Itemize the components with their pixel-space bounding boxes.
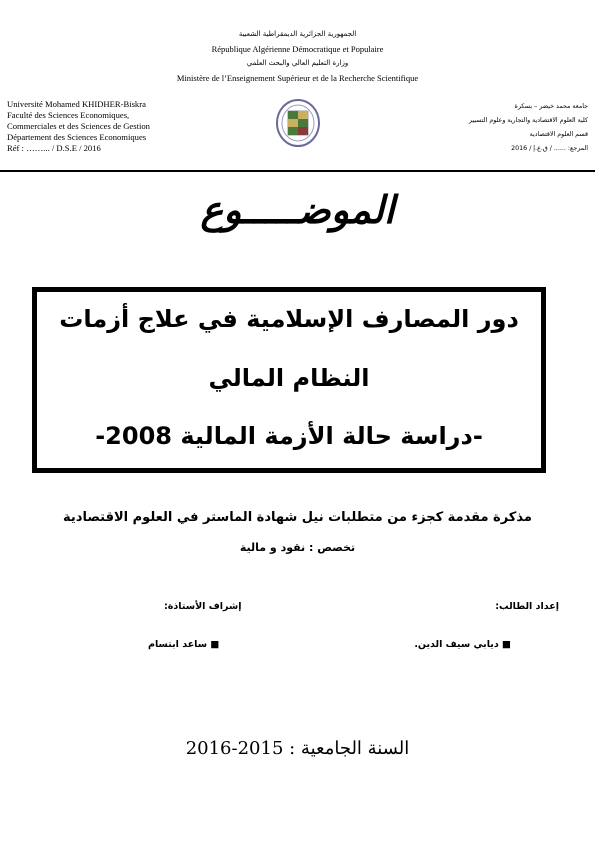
- republic-fr: République Algérienne Démocratique et Populaire: [211, 44, 384, 54]
- department-ar: قسم العلوم الاقتصادية: [529, 131, 588, 138]
- title-line-3: -دراسة حالة الأزمة المالية 2008-: [95, 422, 483, 450]
- supervisor-name-row: [148, 639, 219, 650]
- university-name-ar: جامعة محمد خيضر – بسكرة: [514, 103, 588, 110]
- supervisor-name: ساعد ابتسام: [148, 639, 208, 650]
- bullet-icon: ■: [502, 639, 511, 650]
- student-name: ديابي سيف الدين.: [414, 639, 499, 650]
- university-logo: [275, 98, 321, 148]
- faculty-ar: كلية العلوم الاقتصادية والتجارية وعلوم التسيير: [468, 117, 588, 124]
- faculty-line1-fr: Faculté des Sciences Economiques,: [7, 110, 130, 120]
- title-line-1: دور المصارف الإسلامية في علاج أزمات: [59, 305, 519, 333]
- republic-ar: الجمهورية الجزائرية الديمقراطية الشعبية: [238, 30, 357, 38]
- specialty: تخصص : نقود و مالية: [239, 541, 356, 554]
- university-info-fr: [7, 99, 150, 154]
- ministry-fr: Ministère de l’Enseignement Supérieur et de la Recherche Scientifique: [176, 73, 419, 83]
- faculty-line2-fr: Commerciales et des Sciences de Gestion: [7, 121, 150, 131]
- supervisor-label: إشراف الأستاذة:: [164, 601, 242, 612]
- academic-year: السنة الجامعية : 2015-2016: [185, 738, 410, 759]
- student-name-row: [414, 639, 511, 650]
- university-name-fr: Université Mohamed KHIDHER-Biskra: [7, 99, 146, 109]
- reference-fr: Réf : ……... / D.S.E / 2016: [7, 143, 101, 153]
- student-label: إعداد الطالب:: [495, 601, 559, 612]
- title-line-2: النظام المالي: [208, 364, 370, 392]
- university-info-ar: [469, 100, 588, 156]
- ministry-ar: وزارة التعليم العالي والبحث العلمي: [246, 59, 349, 67]
- subject-heading: الموضـــــوع: [200, 188, 395, 232]
- bullet-icon: ■: [210, 639, 220, 650]
- reference-ar: المرجع: ...... / ق.ع.إ / 2016: [511, 145, 588, 152]
- memo-statement: مذكرة مقدمة كجزء من متطلبات نيل شهادة الماستر في العلوم الاقتصادية: [63, 510, 532, 525]
- department-fr: Département des Sciences Economiques: [7, 132, 147, 142]
- header-divider: [0, 170, 595, 172]
